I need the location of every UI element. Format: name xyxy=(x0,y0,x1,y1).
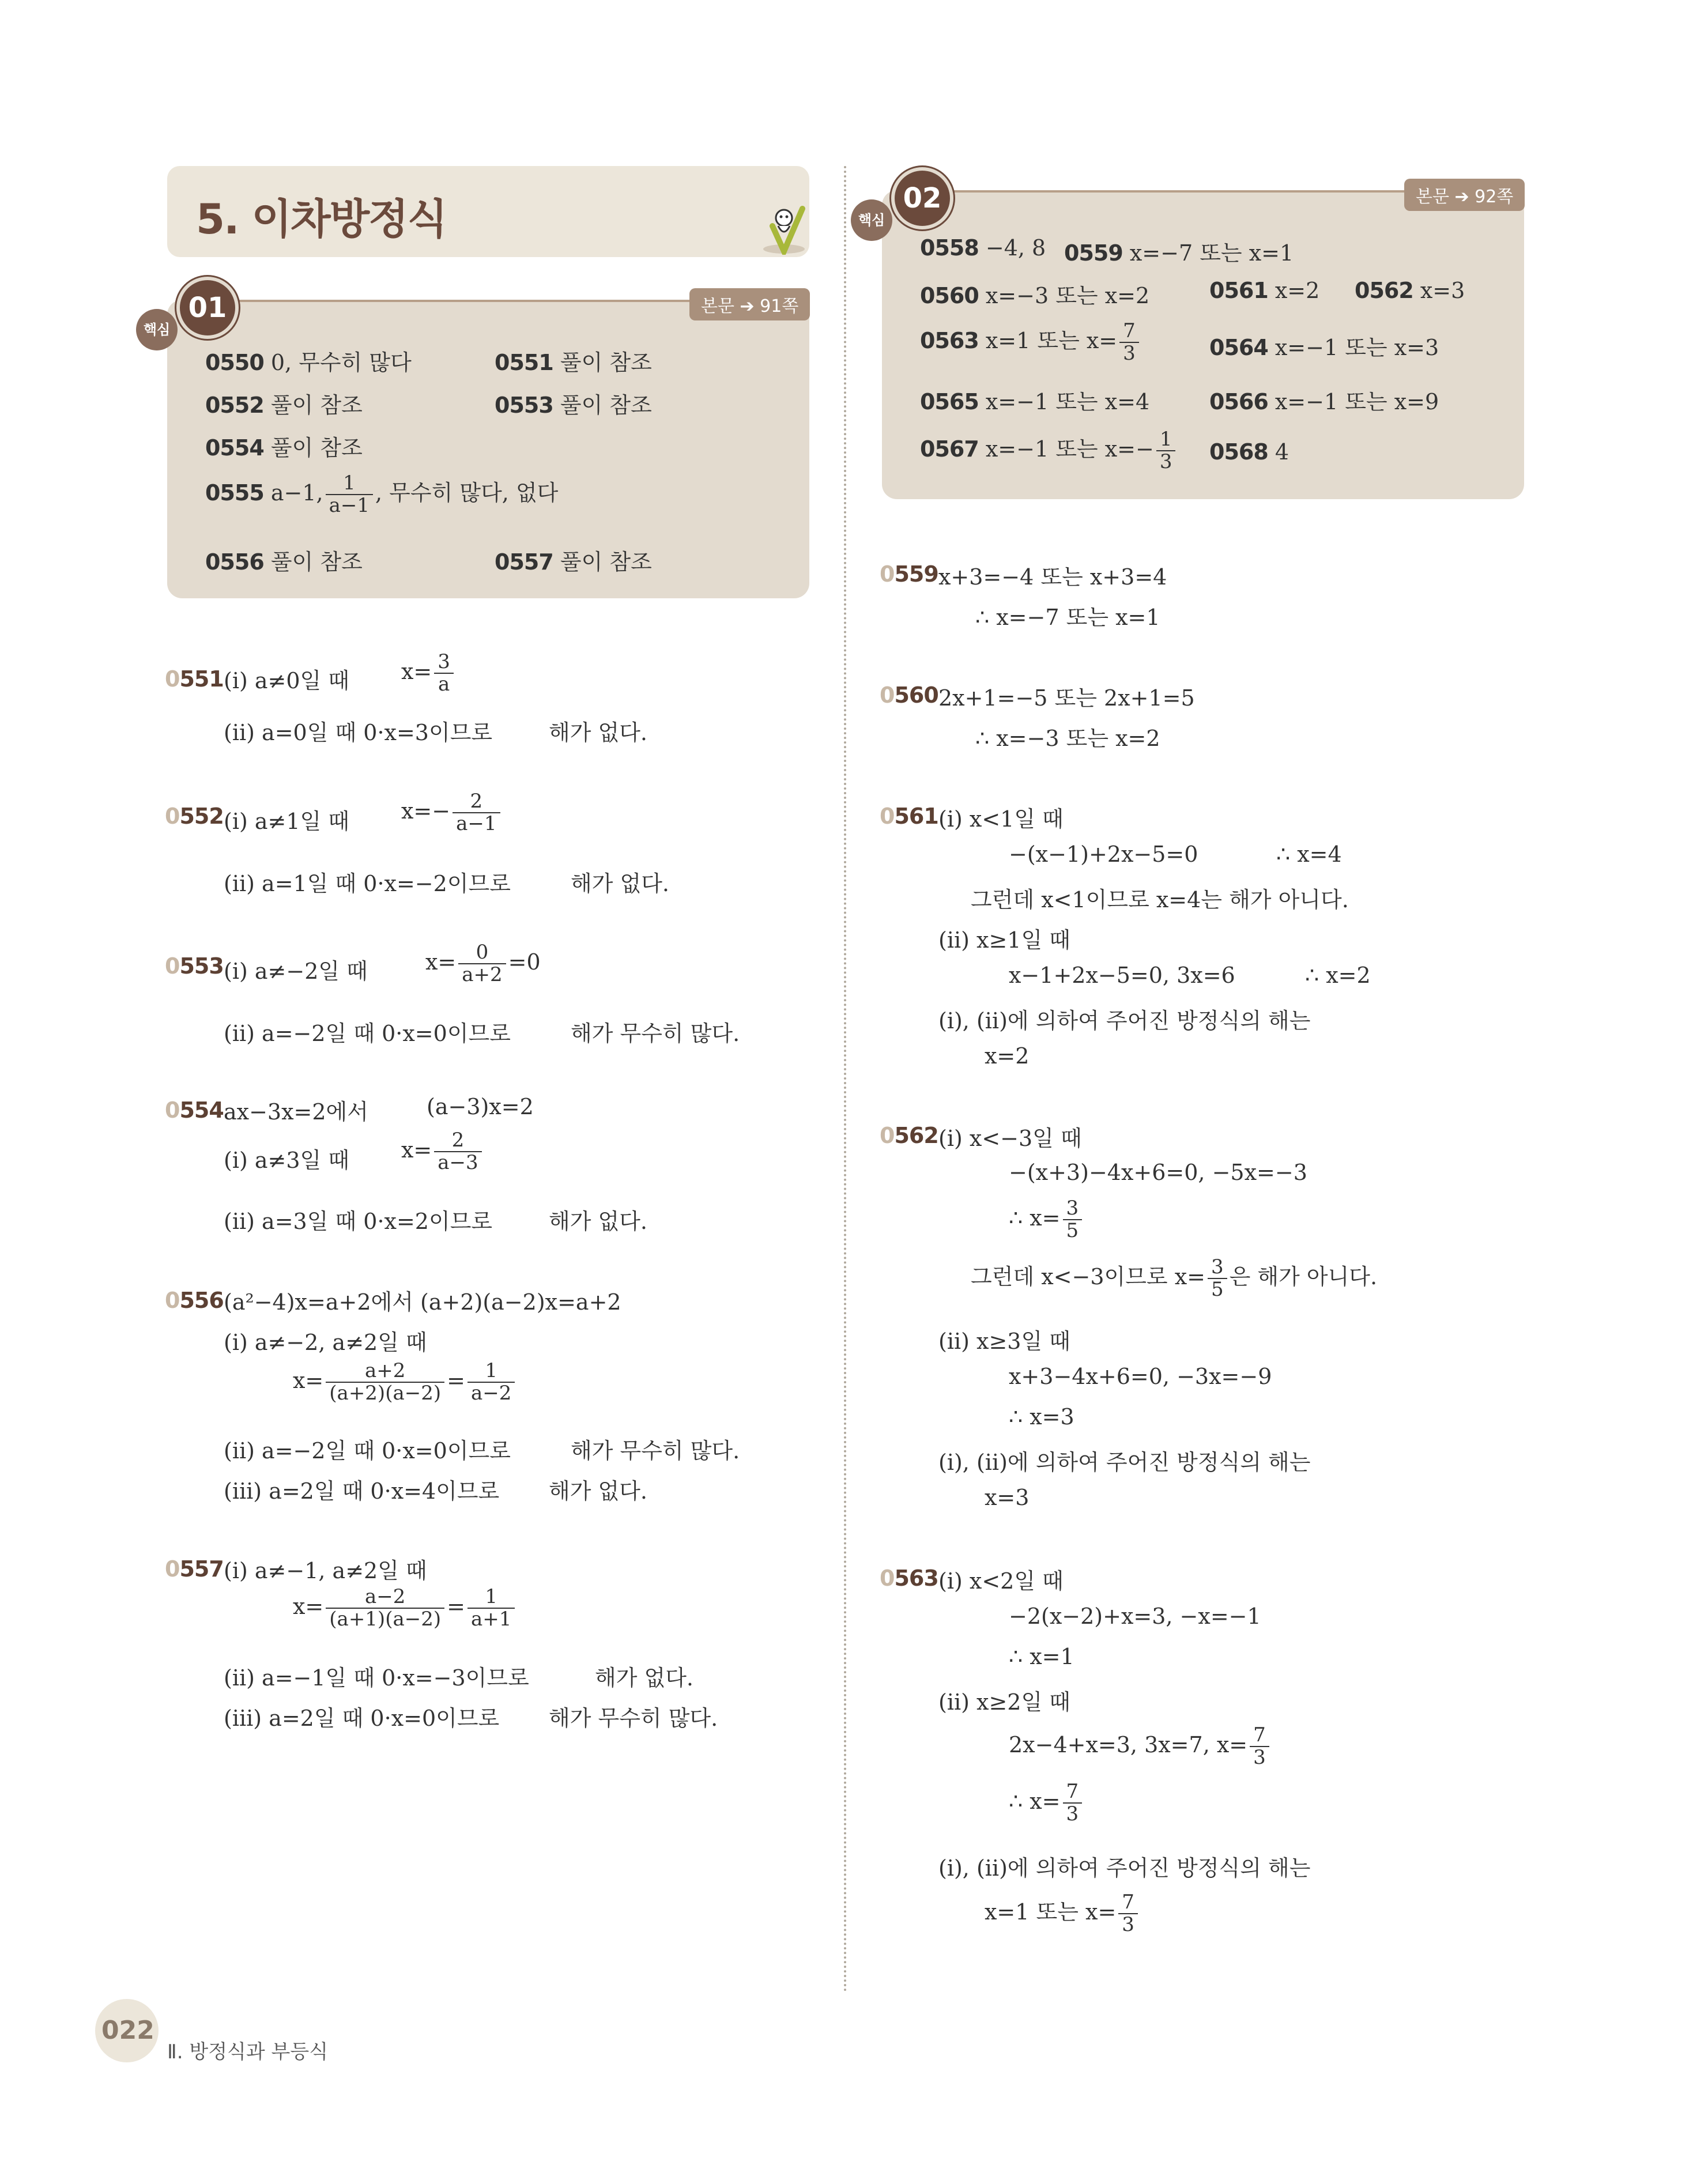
solution-line: ∴ x=3 xyxy=(1009,1404,1074,1429)
solution-line: −(x−1)+2x−5=0 xyxy=(1009,842,1198,867)
answer-item: 0553 풀이 참조 xyxy=(495,393,652,418)
solution-line: x= $\frac{a+2}{(a+2)(a-2)}$ = $\frac{1}{a-2}$ xyxy=(293,1360,517,1405)
answer-item: 0551 풀이 참조 xyxy=(495,350,652,375)
fraction: $\frac{3}{5}$ xyxy=(1063,1198,1083,1242)
fraction: $\frac{7}{3}$ xyxy=(1063,1781,1083,1825)
solution-line: (ⅰ) a≠−2, a≠2일 때 xyxy=(224,1330,427,1355)
solution-line: ∴ x= $\frac{3}{5}$ xyxy=(1009,1198,1084,1242)
fraction: $\frac{a-2}{(a+1)(a-2)}$ xyxy=(326,1586,444,1631)
solution-number: 0560 xyxy=(880,682,938,708)
solution-line: x=3 xyxy=(985,1485,1030,1510)
solution-number: 0559 xyxy=(880,561,938,587)
solution-line: (ⅰ), (ⅱ)에 의하여 주어진 방정식의 해는 xyxy=(938,1450,1311,1475)
solution-line: (ⅰ), (ⅱ)에 의하여 주어진 방정식의 해는 xyxy=(938,1008,1311,1033)
solution-number: 0561 xyxy=(880,804,938,829)
textbook-page-reference: 본문 ➔ 91쪽 xyxy=(689,288,810,320)
solution-number: 0554 xyxy=(165,1097,224,1123)
solution-number: 0551 xyxy=(165,666,224,692)
solution-line: (a²−4)x=a+2에서 (a+2)(a−2)x=a+2 xyxy=(224,1289,621,1315)
solution-line: −2(x−2)+x=3, −x=−1 xyxy=(1009,1604,1261,1629)
solution-line: 해가 무수히 많다. xyxy=(549,1706,718,1731)
footer-section-title: Ⅱ. 방정식과 부등식 xyxy=(167,2040,329,2064)
solution-number: 0562 xyxy=(880,1123,938,1148)
solution-line: (ⅰ) a≠0일 때 xyxy=(224,668,350,693)
solution-line: (ⅰ) x<−3일 때 xyxy=(938,1126,1082,1151)
chapter-title: 5. 이차방정식 xyxy=(196,195,447,243)
solution-line: x= $\frac{0}{a+2}$ =0 xyxy=(425,941,541,987)
solution-number: 0556 xyxy=(165,1288,224,1313)
answer-item: 0554 풀이 참조 xyxy=(205,435,363,461)
solution-line: (ⅱ) x≥2일 때 xyxy=(938,1689,1070,1715)
answer-item: 0561 x=2 xyxy=(1209,278,1320,303)
answer-item: 0556 풀이 참조 xyxy=(205,549,363,575)
answer-item: 0558 −4, 8 xyxy=(920,235,1046,261)
solution-line: x= $\frac{2}{a-3}$ xyxy=(401,1130,484,1174)
answer-item: 0564 x=−1 또는 x=3 xyxy=(1209,335,1439,360)
fraction: $\frac{3}{a}$ xyxy=(434,651,454,696)
answer-item: 0567 x=−1 또는 x=− $\frac{1}{3}$ xyxy=(920,429,1178,473)
solution-line: (ⅰ) a≠−2일 때 xyxy=(224,959,368,984)
solution-line: (ⅱ) a=0일 때 0·x=3이므로 xyxy=(224,720,493,745)
solution-line: −(x+3)−4x+6=0, −5x=−3 xyxy=(1009,1160,1307,1185)
solution-number: 0553 xyxy=(165,953,224,979)
solution-line: (ⅰ) x<2일 때 xyxy=(938,1568,1064,1594)
answer-item: 0552 풀이 참조 xyxy=(205,393,363,418)
solution-line: x=2 xyxy=(985,1043,1030,1069)
core-number-badge: 01 xyxy=(176,277,239,339)
fraction: $\frac{7}{3}$ xyxy=(1250,1725,1269,1769)
answer-item: 0562 x=3 xyxy=(1355,278,1465,303)
solution-line: 2x−4+x=3, 3x=7, x= $\frac{7}{3}$ xyxy=(1009,1725,1272,1769)
fraction: $\frac{7}{3}$ xyxy=(1118,1892,1138,1936)
answer-item: 0563 x=1 또는 x= $\frac{7}{3}$ xyxy=(920,320,1141,365)
fraction: $\frac{a+2}{(a+2)(a-2)}$ xyxy=(326,1360,444,1405)
solution-line: (ⅰ), (ⅱ)에 의하여 주어진 방정식의 해는 xyxy=(938,1855,1311,1881)
fraction: $\frac{1}{3}$ xyxy=(1156,429,1176,473)
fraction: $\frac{1}{a-2}$ xyxy=(467,1360,515,1405)
answer-item: 0560 x=−3 또는 x=2 xyxy=(920,283,1150,308)
fraction: $\frac{2}{a-3}$ xyxy=(434,1130,481,1174)
solution-line: (ⅱ) x≥3일 때 xyxy=(938,1329,1070,1354)
solution-line: ax−3x=2에서 xyxy=(224,1099,368,1125)
fraction: $\frac{1}{a-1}$ xyxy=(326,473,373,517)
solution-line: (ⅱ) a=1일 때 0·x=−2이므로 xyxy=(224,871,511,896)
solution-line: 해가 없다. xyxy=(549,1209,647,1234)
core-label-badge: 핵심 xyxy=(851,199,892,241)
core-label-badge: 핵심 xyxy=(136,309,178,350)
textbook-page-reference: 본문 ➔ 92쪽 xyxy=(1404,179,1525,211)
solution-line: 그런데 x<−3이므로 x= $\frac{3}{5}$ 은 해가 아니다. xyxy=(971,1255,1378,1302)
solution-line: (a−3)x=2 xyxy=(427,1094,534,1119)
solution-line: (ⅱ) a=3일 때 0·x=2이므로 xyxy=(224,1209,493,1234)
solution-line: 해가 무수히 많다. xyxy=(571,1438,740,1463)
solution-line: (ⅲ) a=2일 때 0·x=0이므로 xyxy=(224,1706,500,1731)
solution-line: 2x+1=−5 또는 2x+1=5 xyxy=(938,685,1195,711)
page-number: 022 xyxy=(101,2016,154,2045)
solution-line: 해가 없다. xyxy=(571,871,669,896)
answer-item: 0557 풀이 참조 xyxy=(495,549,652,575)
solution-number: 0563 xyxy=(880,1566,938,1591)
mascot-icon xyxy=(761,203,807,255)
answer-item: 0566 x=−1 또는 x=9 xyxy=(1209,389,1439,414)
solution-line: (ⅱ) x≥1일 때 xyxy=(938,927,1070,953)
solution-line: x= $\frac{a-2}{(a+1)(a-2)}$ = $\frac{1}{a+1}$ xyxy=(293,1586,517,1631)
solution-line: ∴ x=−7 또는 x=1 xyxy=(975,605,1160,630)
solution-line: ∴ x=1 xyxy=(1009,1644,1074,1669)
solution-line: (ⅱ) a=−2일 때 0·x=0이므로 xyxy=(224,1021,511,1046)
fraction: $\frac{7}{3}$ xyxy=(1119,320,1139,365)
answer-item: 0555 a−1, $\frac{1}{a-1}$ , 무수히 많다, 없다 xyxy=(205,471,559,518)
solution-line: x=1 또는 x= $\frac{7}{3}$ xyxy=(985,1892,1140,1936)
solution-line: ∴ x= $\frac{7}{3}$ xyxy=(1009,1781,1084,1825)
solution-line: 해가 없다. xyxy=(549,720,647,745)
column-divider xyxy=(844,166,846,1993)
solution-line: (ⅰ) a≠1일 때 xyxy=(224,809,350,834)
solution-line: x= $\frac{3}{a}$ xyxy=(401,651,456,696)
solution-line: (ⅱ) a=−1일 때 0·x=−3이므로 xyxy=(224,1665,529,1691)
fraction: $\frac{2}{a-1}$ xyxy=(453,791,500,835)
solution-line: ∴ x=−3 또는 x=2 xyxy=(975,726,1160,751)
solution-line: (ⅱ) a=−2일 때 0·x=0이므로 xyxy=(224,1438,511,1463)
solution-line: (ⅰ) x<1일 때 xyxy=(938,806,1064,832)
answer-item: 0568 4 xyxy=(1209,439,1289,465)
solution-line: (ⅰ) a≠−1, a≠2일 때 xyxy=(224,1558,427,1583)
solution-line: (ⅰ) a≠3일 때 xyxy=(224,1148,350,1173)
solution-line: x+3=−4 또는 x+3=4 xyxy=(938,564,1167,590)
solution-line: x=− $\frac{2}{a-1}$ xyxy=(401,791,503,835)
solution-line: x+3−4x+6=0, −3x=−9 xyxy=(1009,1364,1272,1389)
solution-line: ∴ x=2 xyxy=(1305,963,1371,988)
solution-number: 0552 xyxy=(165,804,224,829)
core-number-badge: 02 xyxy=(891,167,953,229)
solution-line: 해가 없다. xyxy=(595,1665,693,1691)
answer-item: 0565 x=−1 또는 x=4 xyxy=(920,389,1150,414)
solution-line: x−1+2x−5=0, 3x=6 xyxy=(1009,963,1235,988)
fraction: $\frac{1}{a+1}$ xyxy=(467,1586,515,1631)
solution-number: 0557 xyxy=(165,1556,224,1582)
answer-item: 0559 x=−7 또는 x=1 xyxy=(1064,240,1294,266)
solution-line: ∴ x=4 xyxy=(1276,842,1342,867)
solution-line: 그런데 x<1이므로 x=4는 해가 아니다. xyxy=(971,887,1349,912)
solution-line: 해가 없다. xyxy=(549,1478,647,1504)
fraction: $\frac{0}{a+2}$ xyxy=(458,942,506,986)
solution-line: 해가 무수히 많다. xyxy=(571,1021,740,1046)
answer-item: 0550 0, 무수히 많다 xyxy=(205,350,412,375)
fraction: $\frac{3}{5}$ xyxy=(1208,1257,1227,1301)
solution-line: (ⅲ) a=2일 때 0·x=4이므로 xyxy=(224,1478,500,1504)
